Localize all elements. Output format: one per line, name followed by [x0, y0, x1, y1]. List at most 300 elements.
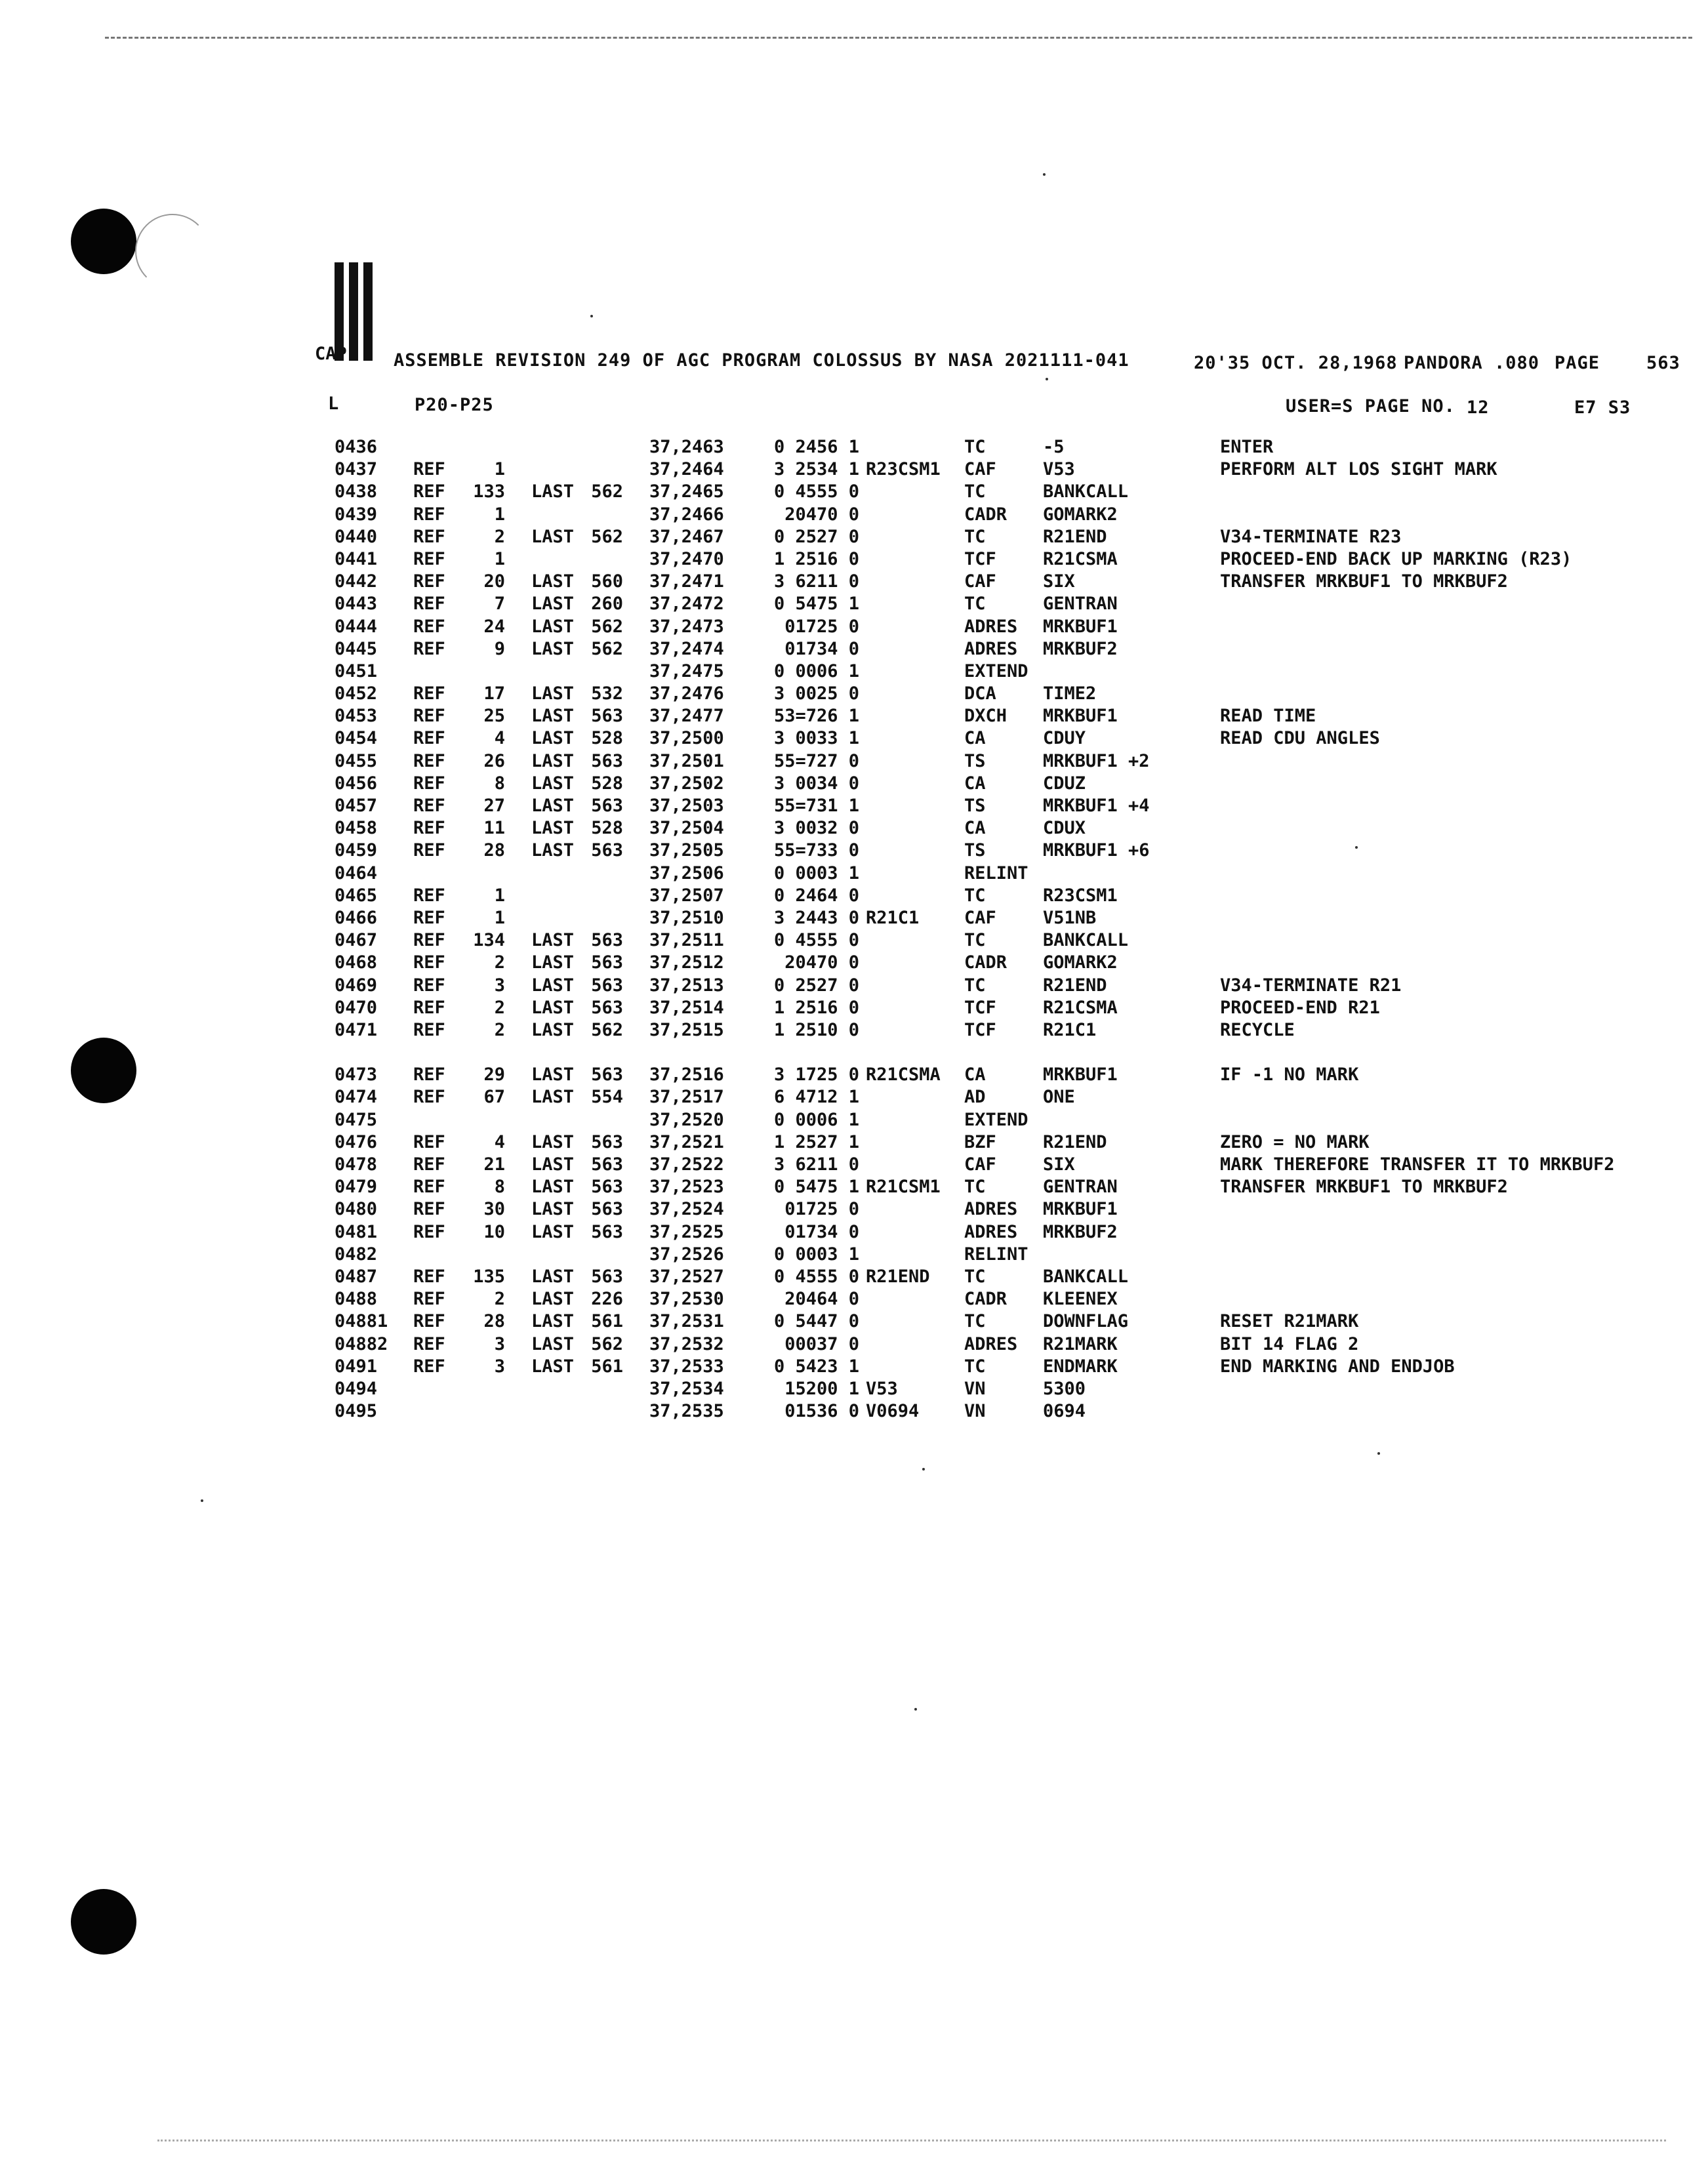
- last-label: LAST: [531, 1087, 575, 1108]
- listing-row: [335, 1065, 1686, 1087]
- comment: ZERO = NO MARK: [1220, 1131, 1370, 1152]
- ref-label: REF: [413, 750, 445, 771]
- ref-count: 134: [473, 930, 505, 951]
- opcode: CA: [964, 818, 986, 839]
- operand: DOWNFLAG: [1043, 1311, 1129, 1332]
- address: 37,2525: [649, 1221, 724, 1242]
- last-page: 563: [591, 1177, 623, 1198]
- last-page: 528: [591, 818, 623, 839]
- opcode: ADRES: [964, 616, 1018, 637]
- last-label: LAST: [531, 706, 575, 727]
- operand: CDUZ: [1043, 773, 1086, 794]
- comment: READ TIME: [1220, 706, 1316, 727]
- last-page: 563: [591, 1221, 623, 1242]
- line-number: 0457: [335, 796, 378, 816]
- ref-label: REF: [413, 616, 445, 637]
- punch-hole-icon: [71, 1038, 136, 1103]
- last-page: 528: [591, 728, 623, 749]
- octal-code: 3 6211 0: [773, 571, 859, 592]
- address: 37,2500: [649, 728, 724, 749]
- ref-count: 28: [483, 1311, 505, 1332]
- operand: MRKBUF1 +6: [1043, 840, 1150, 861]
- timestamp: 20'35 OCT. 28,1968: [1194, 353, 1398, 373]
- speck: [1046, 378, 1048, 380]
- last-page: 562: [591, 616, 623, 637]
- operand: BANKCALL: [1043, 930, 1129, 951]
- octal-code: 20470 0: [784, 504, 859, 525]
- line-number: 0441: [335, 548, 378, 569]
- operand: R21END: [1043, 975, 1107, 996]
- opcode: CADR: [964, 1289, 1007, 1310]
- opcode: ADRES: [964, 1199, 1018, 1220]
- listing-row: [335, 1087, 1686, 1109]
- ref-count: 1: [494, 459, 505, 480]
- listing-row: [335, 527, 1686, 549]
- listing-row: [335, 998, 1686, 1020]
- speck: [1377, 1452, 1380, 1455]
- line-number: 0470: [335, 997, 378, 1018]
- ref-label: REF: [413, 952, 445, 973]
- ref-label: REF: [413, 526, 445, 547]
- address: 37,2473: [649, 616, 724, 637]
- line-number: 04882: [335, 1333, 388, 1354]
- octal-code: 0 0003 1: [773, 862, 859, 883]
- ref-label: REF: [413, 504, 445, 525]
- last-label: LAST: [531, 773, 575, 794]
- listing-row: [335, 639, 1686, 661]
- listing-row: [335, 1177, 1686, 1199]
- operand: GENTRAN: [1043, 1177, 1118, 1198]
- octal-code: 01536 0: [784, 1401, 859, 1422]
- line-number: 0487: [335, 1266, 378, 1287]
- opcode: TS: [964, 750, 986, 771]
- opcode: DCA: [964, 683, 996, 704]
- address: 37,2511: [649, 930, 724, 951]
- address: 37,2502: [649, 773, 724, 794]
- listing-row: [335, 728, 1686, 750]
- last-label: LAST: [531, 840, 575, 861]
- ref-label: REF: [413, 1087, 445, 1108]
- comment: TRANSFER MRKBUF1 TO MRKBUF2: [1220, 571, 1508, 592]
- octal-code: 3 0032 0: [773, 818, 859, 839]
- ref-label: REF: [413, 1333, 445, 1354]
- bottom-edge: [157, 2140, 1666, 2141]
- ref-count: 21: [483, 1154, 505, 1175]
- last-label: LAST: [531, 1199, 575, 1220]
- last-page: 260: [591, 594, 623, 615]
- ref-label: REF: [413, 1266, 445, 1287]
- ref-label: REF: [413, 459, 445, 480]
- user-page-number: 12: [1467, 397, 1490, 418]
- opcode: DXCH: [964, 706, 1007, 727]
- punch-hole-outline-icon: [135, 214, 210, 289]
- speck: [922, 1468, 925, 1471]
- opcode: RELINT: [964, 862, 1028, 883]
- line-number: 0482: [335, 1244, 378, 1265]
- ref-label: REF: [413, 1221, 445, 1242]
- address: 37,2533: [649, 1356, 724, 1377]
- octal-code: 55=733 0: [773, 840, 859, 861]
- ref-count: 2: [494, 526, 505, 547]
- last-label: LAST: [531, 975, 575, 996]
- ref-count: 133: [473, 481, 505, 502]
- octal-code: 0 0006 1: [773, 1109, 859, 1130]
- listing-row: [335, 952, 1686, 975]
- listing-row: [335, 885, 1686, 908]
- symbol-label: V53: [866, 1378, 898, 1399]
- ref-count: 7: [494, 594, 505, 615]
- last-label: LAST: [531, 1356, 575, 1377]
- last-label: LAST: [531, 1131, 575, 1152]
- listing-row: [335, 706, 1686, 728]
- opcode: ADRES: [964, 638, 1018, 659]
- line-number: 04881: [335, 1311, 388, 1332]
- line-number: 0454: [335, 728, 378, 749]
- address: 37,2467: [649, 526, 724, 547]
- listing-row: [335, 1289, 1686, 1311]
- octal-code: 00037 0: [784, 1333, 859, 1354]
- line-number: 0491: [335, 1356, 378, 1377]
- symbol-label: R23CSM1: [866, 459, 941, 480]
- last-label: LAST: [531, 750, 575, 771]
- octal-code: 0 0003 1: [773, 1244, 859, 1265]
- operand: SIX: [1043, 1154, 1075, 1175]
- ref-label: REF: [413, 818, 445, 839]
- listing-row: [335, 481, 1686, 504]
- listing-row: [335, 863, 1686, 885]
- last-page: 528: [591, 773, 623, 794]
- operand: MRKBUF1: [1043, 616, 1118, 637]
- octal-code: 0 5447 0: [773, 1311, 859, 1332]
- last-label: LAST: [531, 796, 575, 816]
- opcode: RELINT: [964, 1244, 1028, 1265]
- opcode: CA: [964, 1065, 986, 1086]
- opcode: TS: [964, 796, 986, 816]
- operand: SIX: [1043, 571, 1075, 592]
- address: 37,2507: [649, 885, 724, 906]
- line-number: 0452: [335, 683, 378, 704]
- listing-row: [335, 504, 1686, 527]
- last-label: LAST: [531, 1221, 575, 1242]
- last-label: LAST: [531, 1177, 575, 1198]
- symbol-label: V0694: [866, 1401, 920, 1422]
- page-label: PAGE: [1555, 353, 1600, 373]
- ref-label: REF: [413, 1154, 445, 1175]
- listing-row: [335, 1244, 1686, 1267]
- operand: MRKBUF1 +4: [1043, 796, 1150, 816]
- last-label: LAST: [531, 1266, 575, 1287]
- ref-count: 2: [494, 1019, 505, 1040]
- last-page: 563: [591, 706, 623, 727]
- address: 37,2535: [649, 1401, 724, 1422]
- opcode: EXTEND: [964, 660, 1028, 681]
- ref-label: REF: [413, 1289, 445, 1310]
- operand: MRKBUF1: [1043, 706, 1118, 727]
- octal-code: 0 4555 0: [773, 930, 859, 951]
- octal-code: 1 2516 0: [773, 548, 859, 569]
- octal-code: 3 1725 0: [773, 1065, 859, 1086]
- address: 37,2531: [649, 1311, 724, 1332]
- comment: PERFORM ALT LOS SIGHT MARK: [1220, 459, 1497, 480]
- address: 37,2476: [649, 683, 724, 704]
- ref-count: 17: [483, 683, 505, 704]
- listing-row: [335, 1334, 1686, 1356]
- ref-label: REF: [413, 706, 445, 727]
- octal-code: 0 2527 0: [773, 526, 859, 547]
- octal-code: 3 6211 0: [773, 1154, 859, 1175]
- address: 37,2472: [649, 594, 724, 615]
- line-number: 0444: [335, 616, 378, 637]
- ref-count: 67: [483, 1087, 505, 1108]
- tear-line: [105, 37, 1692, 39]
- octal-code: 0 4555 0: [773, 1266, 859, 1287]
- operand: R21END: [1043, 526, 1107, 547]
- user-name: PANDORA .080: [1404, 353, 1540, 373]
- comment: IF -1 NO MARK: [1220, 1065, 1359, 1086]
- listing-row: [335, 908, 1686, 930]
- address: 37,2514: [649, 997, 724, 1018]
- line-number: 0436: [335, 437, 378, 457]
- right-code: E7 S3: [1574, 397, 1631, 418]
- opcode: TCF: [964, 548, 996, 569]
- operand: CDUX: [1043, 818, 1086, 839]
- ref-label: REF: [413, 975, 445, 996]
- listing-row: [335, 1267, 1686, 1289]
- ref-count: 9: [494, 638, 505, 659]
- last-page: 563: [591, 840, 623, 861]
- address: 37,2474: [649, 638, 724, 659]
- last-page: 532: [591, 683, 623, 704]
- line-number: 0451: [335, 660, 378, 681]
- opcode: CAF: [964, 907, 996, 928]
- listing-row: [335, 818, 1686, 840]
- last-page: 562: [591, 1333, 623, 1354]
- listing-row: [335, 975, 1686, 998]
- address: 37,2522: [649, 1154, 724, 1175]
- octal-code: 55=731 1: [773, 796, 859, 816]
- listing-row: [335, 1401, 1686, 1423]
- listing-row: [335, 751, 1686, 773]
- address: 37,2527: [649, 1266, 724, 1287]
- listing-row: [335, 594, 1686, 616]
- ref-count: 1: [494, 907, 505, 928]
- last-page: 563: [591, 750, 623, 771]
- ref-label: REF: [413, 1019, 445, 1040]
- last-label: LAST: [531, 930, 575, 951]
- octal-code: 3 0034 0: [773, 773, 859, 794]
- ref-count: 25: [483, 706, 505, 727]
- listing-row: [335, 1199, 1686, 1221]
- speck: [201, 1499, 203, 1502]
- operand: GOMARK2: [1043, 504, 1118, 525]
- row-gap: [335, 1042, 1686, 1065]
- operand: MRKBUF2: [1043, 638, 1118, 659]
- address: 37,2515: [649, 1019, 724, 1040]
- comment: RECYCLE: [1220, 1019, 1295, 1040]
- line-number: 0495: [335, 1401, 378, 1422]
- last-page: 563: [591, 930, 623, 951]
- opcode: BZF: [964, 1131, 996, 1152]
- listing-row: [335, 1222, 1686, 1244]
- octal-code: 3 2534 1: [773, 459, 859, 480]
- ref-label: REF: [413, 481, 445, 502]
- last-label: LAST: [531, 728, 575, 749]
- last-page: 561: [591, 1311, 623, 1332]
- operand: MRKBUF1: [1043, 1199, 1118, 1220]
- listing-row: [335, 683, 1686, 706]
- octal-code: 0 0006 1: [773, 660, 859, 681]
- line-number: 0467: [335, 930, 378, 951]
- line-number: 0440: [335, 526, 378, 547]
- opcode: AD: [964, 1087, 986, 1108]
- last-label: LAST: [531, 1065, 575, 1086]
- operand: R23CSM1: [1043, 885, 1118, 906]
- ref-label: REF: [413, 930, 445, 951]
- listing-row: [335, 773, 1686, 796]
- octal-code: 3 0025 0: [773, 683, 859, 704]
- ref-label: REF: [413, 1065, 445, 1086]
- last-label: LAST: [531, 997, 575, 1018]
- ref-count: 20: [483, 571, 505, 592]
- address: 37,2470: [649, 548, 724, 569]
- ref-count: 27: [483, 796, 505, 816]
- opcode: TC: [964, 526, 986, 547]
- listing-row: [335, 796, 1686, 818]
- ref-label: REF: [413, 1356, 445, 1377]
- octal-code: 20470 0: [784, 952, 859, 973]
- octal-code: 01734 0: [784, 638, 859, 659]
- opcode: TS: [964, 840, 986, 861]
- octal-code: 20464 0: [784, 1289, 859, 1310]
- opcode: TC: [964, 1266, 986, 1287]
- speck: [1355, 846, 1358, 849]
- octal-code: 0 2527 0: [773, 975, 859, 996]
- ref-count: 28: [483, 840, 505, 861]
- ref-count: 8: [494, 773, 505, 794]
- ref-count: 1: [494, 504, 505, 525]
- last-label: LAST: [531, 1289, 575, 1310]
- last-page: 226: [591, 1289, 623, 1310]
- last-page: 563: [591, 1154, 623, 1175]
- address: 37,2530: [649, 1289, 724, 1310]
- comment: TRANSFER MRKBUF1 TO MRKBUF2: [1220, 1177, 1508, 1198]
- ref-count: 135: [473, 1266, 505, 1287]
- opcode: TC: [964, 930, 986, 951]
- ref-label: REF: [413, 773, 445, 794]
- operand: ONE: [1043, 1087, 1075, 1108]
- line-number: 0439: [335, 504, 378, 525]
- comment: BIT 14 FLAG 2: [1220, 1333, 1359, 1354]
- address: 37,2521: [649, 1131, 724, 1152]
- octal-code: 0 2456 1: [773, 437, 859, 457]
- octal-code: 0 5475 1: [773, 1177, 859, 1198]
- opcode: VN: [964, 1401, 986, 1422]
- opcode: CAF: [964, 1154, 996, 1175]
- last-page: 561: [591, 1356, 623, 1377]
- comment: PROCEED-END BACK UP MARKING (R23): [1220, 548, 1572, 569]
- address: 37,2505: [649, 840, 724, 861]
- ref-count: 3: [494, 1356, 505, 1377]
- ref-label: REF: [413, 683, 445, 704]
- operand: TIME2: [1043, 683, 1097, 704]
- ref-count: 26: [483, 750, 505, 771]
- user-page-label: USER=S PAGE NO.: [1286, 396, 1455, 416]
- address: 37,2520: [649, 1109, 724, 1130]
- symbol-label: R21END: [866, 1266, 930, 1287]
- operand: MRKBUF1 +2: [1043, 750, 1150, 771]
- octal-code: 3 0033 1: [773, 728, 859, 749]
- line-number: 0455: [335, 750, 378, 771]
- address: 37,2534: [649, 1378, 724, 1399]
- comment: V34-TERMINATE R23: [1220, 526, 1402, 547]
- address: 37,2465: [649, 481, 724, 502]
- ref-count: 10: [483, 1221, 505, 1242]
- line-number: 0456: [335, 773, 378, 794]
- listing-row: [335, 1132, 1686, 1154]
- symbol-label: R21CSM1: [866, 1177, 941, 1198]
- logo-text: CAP: [315, 344, 347, 364]
- ref-label: REF: [413, 840, 445, 861]
- line-number: 0443: [335, 594, 378, 615]
- address: 37,2503: [649, 796, 724, 816]
- ref-count: 2: [494, 1289, 505, 1310]
- octal-code: 15200 1: [784, 1378, 859, 1399]
- last-page: 563: [591, 1131, 623, 1152]
- line-number: 0471: [335, 1019, 378, 1040]
- speck: [590, 315, 593, 317]
- operand: BANKCALL: [1043, 1266, 1129, 1287]
- comment: END MARKING AND ENDJOB: [1220, 1356, 1455, 1377]
- operand: KLEENEX: [1043, 1289, 1118, 1310]
- listing-row: [335, 1379, 1686, 1401]
- ref-count: 1: [494, 548, 505, 569]
- last-page: 563: [591, 1065, 623, 1086]
- octal-code: 1 2510 0: [773, 1019, 859, 1040]
- line-number: 0478: [335, 1154, 378, 1175]
- listing-row: [335, 930, 1686, 952]
- punch-hole-icon: [71, 1889, 136, 1955]
- ref-count: 3: [494, 1333, 505, 1354]
- last-label: LAST: [531, 818, 575, 839]
- operand: 5300: [1043, 1378, 1086, 1399]
- opcode: TC: [964, 885, 986, 906]
- line-number: 0468: [335, 952, 378, 973]
- last-label: LAST: [531, 526, 575, 547]
- last-page: 554: [591, 1087, 623, 1108]
- last-page: 562: [591, 526, 623, 547]
- line-number: 0488: [335, 1289, 378, 1310]
- address: 37,2506: [649, 862, 724, 883]
- ref-label: REF: [413, 594, 445, 615]
- address: 37,2464: [649, 459, 724, 480]
- section-label: P20-P25: [415, 395, 494, 415]
- last-label: LAST: [531, 638, 575, 659]
- speck: [914, 1708, 917, 1711]
- ref-label: REF: [413, 548, 445, 569]
- opcode: TC: [964, 481, 986, 502]
- operand: R21MARK: [1043, 1333, 1118, 1354]
- line-number: 0479: [335, 1177, 378, 1198]
- octal-code: 0 5475 1: [773, 594, 859, 615]
- ref-count: 8: [494, 1177, 505, 1198]
- address: 37,2463: [649, 437, 724, 457]
- line-number: 0437: [335, 459, 378, 480]
- ref-count: 1: [494, 885, 505, 906]
- octal-code: 01734 0: [784, 1221, 859, 1242]
- page-number: 563: [1646, 353, 1680, 373]
- opcode: ADRES: [964, 1333, 1018, 1354]
- comment: READ CDU ANGLES: [1220, 728, 1380, 749]
